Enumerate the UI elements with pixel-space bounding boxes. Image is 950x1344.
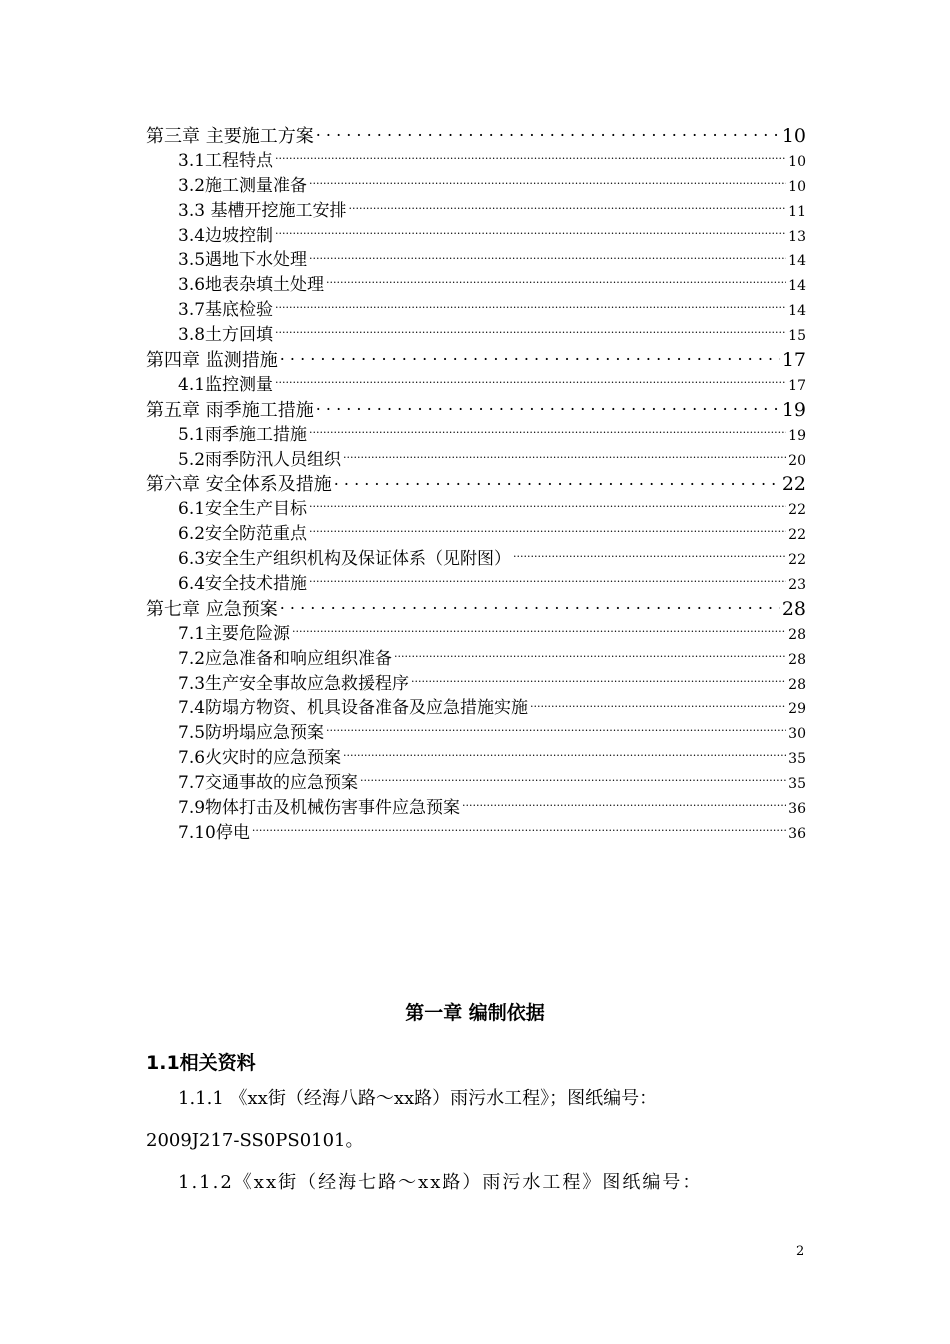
toc-leader (394, 647, 786, 664)
toc-leader (462, 796, 786, 813)
toc-entry[interactable] (146, 248, 806, 273)
toc-page: 35 (788, 751, 806, 768)
toc-page: 14 (788, 278, 806, 295)
toc-entry[interactable] (146, 547, 806, 572)
toc-page: 29 (788, 701, 806, 718)
toc-label: 7.7交通事故的应急预案 (178, 773, 359, 794)
toc-leader (275, 323, 786, 340)
toc-leader (309, 423, 786, 440)
toc-page: 19 (788, 427, 806, 444)
toc-label: 第七章 应急预案 (146, 598, 278, 620)
toc-leader (343, 746, 786, 763)
toc-label: 第三章 主要施工方案 (146, 126, 314, 147)
paragraph-1-line-2: 2009J217-SS0PS0101。 (146, 1130, 364, 1151)
section-heading: 1.1相关资料 (146, 1052, 256, 1074)
table-of-contents (146, 124, 806, 846)
toc-leader (280, 597, 780, 615)
toc-label: 6.3安全生产组织机构及保证体系（见附图） (178, 549, 512, 570)
toc-label: 7.5防坍塌应急预案 (178, 723, 325, 744)
toc-entry[interactable] (146, 821, 806, 846)
paragraph-1 (146, 1078, 806, 1162)
toc-page: 28 (788, 626, 806, 643)
toc-page: 19 (781, 398, 806, 421)
toc-entry[interactable] (146, 199, 806, 224)
toc-page: 23 (788, 577, 806, 594)
toc-label: 5.1雨季施工措施 (178, 424, 308, 445)
toc-label: 5.2雨季防汛人员组织 (178, 449, 342, 470)
toc-label: 7.2应急准备和响应组织准备 (178, 648, 393, 669)
toc-page: 14 (788, 253, 806, 270)
page-number: 2 (796, 1244, 805, 1259)
toc-page: 35 (788, 776, 806, 793)
toc-entry[interactable] (146, 696, 806, 721)
toc-entry[interactable] (146, 448, 806, 473)
toc-entry[interactable] (146, 298, 806, 323)
toc-label: 3.8土方回填 (178, 325, 274, 346)
toc-page: 36 (788, 825, 806, 842)
toc-entry[interactable] (146, 273, 806, 298)
toc-page: 30 (788, 726, 806, 743)
toc-page: 14 (788, 303, 806, 320)
toc-entry[interactable] (146, 472, 806, 497)
toc-label: 3.3 基槽开挖施工安排 (178, 200, 347, 221)
toc-leader (309, 497, 786, 514)
toc-label: 6.1安全生产目标 (178, 499, 308, 520)
toc-page: 28 (781, 597, 806, 620)
toc-page: 17 (781, 349, 806, 372)
toc-page: 10 (788, 178, 806, 195)
toc-label: 7.4防塌方物资、机具设备准备及应急措施实施 (178, 698, 529, 719)
toc-label: 4.1监控测量 (178, 374, 274, 395)
toc-leader (252, 821, 786, 838)
toc-leader (360, 771, 786, 788)
toc-page: 11 (788, 203, 806, 220)
toc-label: 6.2安全防范重点 (178, 524, 308, 545)
toc-label: 7.1主要危险源 (178, 623, 291, 644)
toc-label: 7.10停电 (178, 822, 250, 843)
toc-leader (326, 721, 786, 738)
toc-leader (513, 547, 786, 564)
toc-leader (309, 522, 786, 539)
chapter-title: 第一章 编制依据 (405, 1002, 545, 1024)
toc-entry[interactable] (146, 746, 806, 771)
toc-page: 20 (788, 452, 806, 469)
toc-page: 22 (788, 502, 806, 519)
toc-entry[interactable] (146, 796, 806, 821)
toc-leader (316, 124, 780, 142)
toc-leader (309, 248, 786, 265)
toc-label: 7.6火灾时的应急预案 (178, 748, 342, 769)
toc-leader (411, 672, 786, 689)
toc-label: 6.4安全技术措施 (178, 574, 308, 595)
toc-entry[interactable] (146, 423, 806, 448)
toc-leader (530, 696, 786, 713)
toc-page: 13 (788, 228, 806, 245)
toc-leader (280, 348, 780, 366)
toc-entry[interactable] (146, 522, 806, 547)
toc-entry[interactable] (146, 597, 806, 622)
toc-leader (343, 448, 786, 465)
toc-page: 10 (788, 153, 806, 170)
toc-page: 36 (788, 801, 806, 818)
paragraph-1-line-1: 1.1.1 《xx街（经海八路～xx路）雨污水工程》；图纸编号： (178, 1088, 658, 1109)
toc-leader (348, 199, 786, 216)
toc-leader (309, 174, 786, 191)
toc-label: 3.7基底检验 (178, 300, 274, 321)
toc-leader (292, 622, 786, 639)
toc-page: 10 (781, 125, 806, 147)
toc-page: 15 (788, 328, 806, 345)
toc-entry[interactable] (146, 398, 806, 423)
toc-label: 第六章 安全体系及措施 (146, 474, 332, 496)
toc-label: 第五章 雨季施工措施 (146, 399, 314, 421)
toc-label: 3.4边坡控制 (178, 225, 274, 246)
toc-label: 7.3生产安全事故应急救援程序 (178, 673, 410, 694)
toc-entry[interactable] (146, 348, 806, 373)
toc-entry[interactable] (146, 497, 806, 522)
paragraph-2-line-1: 1.1.2《xx街（经海七路～xx路）雨污水工程》图纸编号： (178, 1172, 703, 1193)
toc-page: 22 (788, 552, 806, 569)
toc-leader (275, 149, 786, 166)
toc-entry[interactable] (146, 771, 806, 796)
toc-leader (275, 298, 786, 315)
toc-entry[interactable] (146, 721, 806, 746)
toc-label: 3.6地表杂填土处理 (178, 275, 325, 296)
toc-leader (275, 224, 786, 241)
toc-leader (316, 398, 780, 416)
toc-page: 22 (781, 473, 806, 496)
toc-leader (309, 572, 786, 589)
toc-entry[interactable] (146, 373, 806, 398)
toc-entry[interactable] (146, 124, 806, 149)
toc-page: 22 (788, 527, 806, 544)
toc-entry[interactable] (146, 174, 806, 199)
toc-entry[interactable] (146, 323, 806, 348)
paragraph-2 (146, 1162, 806, 1204)
toc-label: 3.2施工测量准备 (178, 175, 308, 196)
toc-page: 28 (788, 676, 806, 693)
toc-page: 17 (788, 377, 806, 394)
toc-entry[interactable] (146, 149, 806, 174)
toc-page: 28 (788, 651, 806, 668)
toc-entry[interactable] (146, 224, 806, 249)
toc-label: 7.9物体打击及机械伤害事件应急预案 (178, 798, 461, 819)
toc-entry[interactable] (146, 647, 806, 672)
toc-entry[interactable] (146, 572, 806, 597)
toc-label: 3.5遇地下水处理 (178, 250, 308, 271)
toc-leader (334, 472, 780, 490)
toc-entry[interactable] (146, 672, 806, 697)
toc-label: 第四章 监测措施 (146, 350, 278, 372)
toc-label: 3.1工程特点 (178, 150, 274, 171)
toc-entry[interactable] (146, 622, 806, 647)
toc-leader (275, 373, 786, 390)
toc-leader (326, 273, 786, 290)
